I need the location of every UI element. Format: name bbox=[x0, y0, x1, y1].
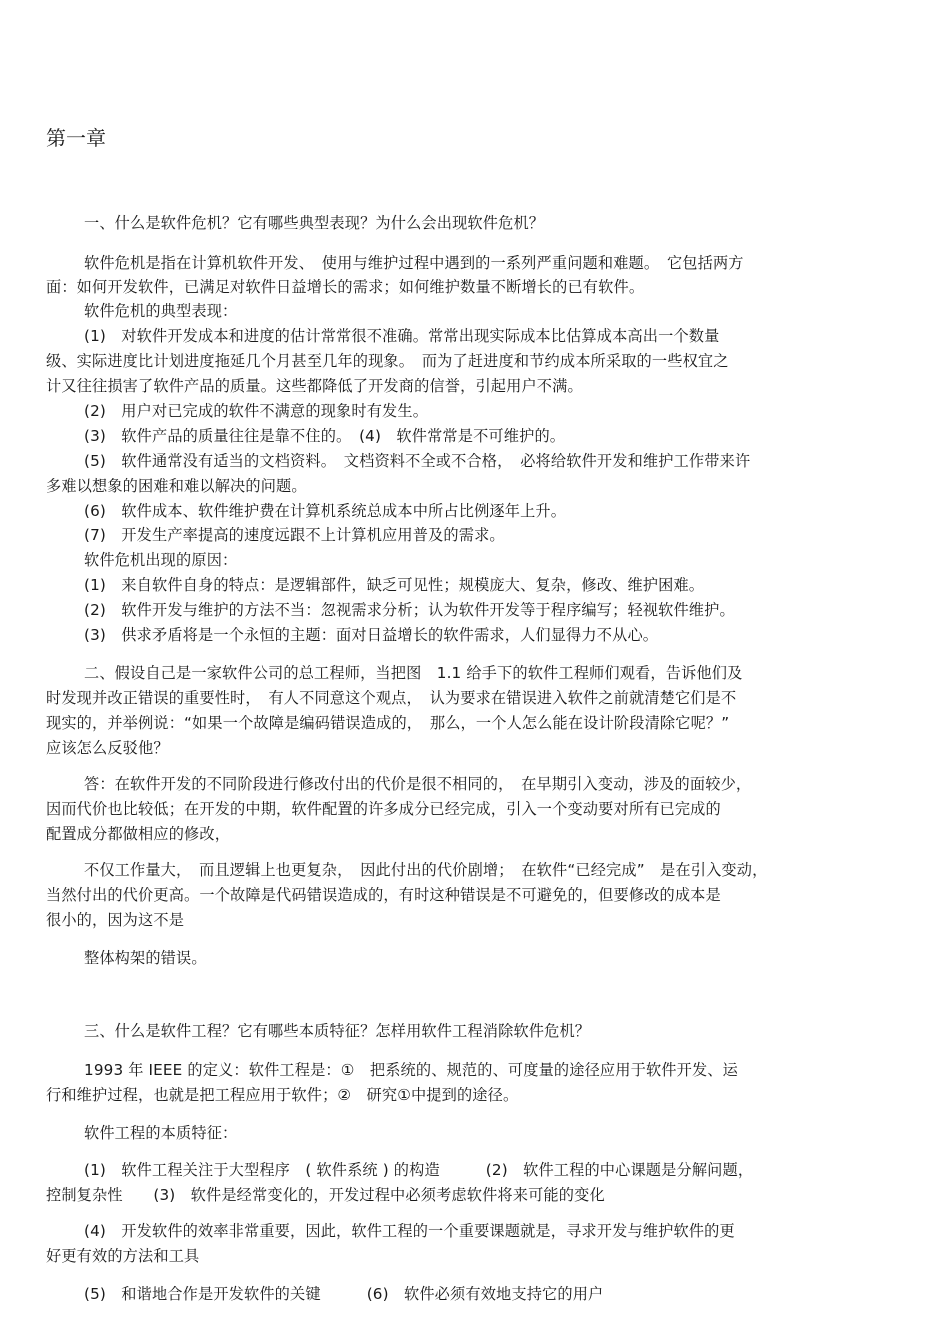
paragraph-line: (4) 开发软件的效率非常重要，因此，软件工程的一个重要课题就是，寻求开发与维护软件的更 bbox=[84, 1222, 735, 1240]
paragraph-line: 当然付出的代价更高。一个故障是代码错误造成的，有时这种错误是不可避免的，但要修改的成本是 bbox=[46, 886, 721, 904]
chapter-title: 第一章 bbox=[46, 126, 106, 150]
question-2-heading: 二、假设自己是一家软件公司的总工程师，当把图 1.1 给手下的软件工程师们观看，告诉他们及 bbox=[84, 664, 743, 682]
paragraph-line: 级、实际进度比计划进度拖延几个月甚至几年的现象。 而为了赶进度和节约成本所采取的一些权宜之 bbox=[46, 352, 729, 370]
paragraph-line: (2) 用户对已完成的软件不满意的现象时有发生。 bbox=[84, 402, 429, 420]
paragraph-line: 好更有效的方法和工具 bbox=[46, 1247, 200, 1265]
paragraph-line: (6) 软件成本、软件维护费在计算机系统总成本中所占比例逐年上升。 bbox=[84, 502, 567, 520]
paragraph-line: (3) 软件产品的质量往往是靠不住的。 (4) 软件常常是不可维护的。 bbox=[84, 427, 566, 445]
paragraph-line: 计又往往损害了软件产品的质量。这些都降低了开发商的信誉，引起用户不满。 bbox=[46, 377, 583, 395]
paragraph-line: 1993 年 IEEE 的定义：软件工程是：① 把系统的、规范的、可度量的途径应用于软件开发、运 bbox=[84, 1061, 738, 1079]
paragraph-line: (2) 软件开发与维护的方法不当：忽视需求分析；认为软件开发等于程序编写；轻视软件维护。 bbox=[84, 601, 735, 619]
paragraph-line: (1) 对软件开发成本和进度的估计常常很不准确。常常出现实际成本比估算成本高出一个数量 bbox=[84, 327, 720, 345]
paragraph-line: 整体构架的错误。 bbox=[84, 949, 207, 967]
paragraph-line: 配置成分都做相应的修改， bbox=[46, 825, 231, 843]
question-1-heading: 一、什么是软件危机？它有哪些典型表现？为什么会出现软件危机？ bbox=[84, 214, 545, 232]
paragraph-line: 很小的，因为这不是 bbox=[46, 911, 185, 929]
paragraph-line: (1) 软件工程关注于大型程序 ( 软件系统 ) 的构造 (2) 软件工程的中心课题是分解问题， bbox=[84, 1161, 754, 1179]
paragraph-line: 答：在软件开发的不同阶段进行修改付出的代价是很不相同的， 在早期引入变动，涉及的面较少， bbox=[84, 775, 752, 793]
paragraph-line: 面：如何开发软件，已满足对软件日益增长的需求；如何维护数量不断增长的已有软件。 bbox=[46, 278, 645, 296]
paragraph-line: 软件危机出现的原因： bbox=[84, 551, 238, 569]
paragraph-line: 行和维护过程，也就是把工程应用于软件；② 研究①中提到的途径。 bbox=[46, 1086, 519, 1104]
paragraph-line: 因而代价也比较低；在开发的中期，软件配置的许多成分已经完成，引入一个变动要对所有已完成的 bbox=[46, 800, 721, 818]
paragraph-line: (5) 软件通常没有适当的文档资料。 文档资料不全或不合格， 必将给软件开发和维护工作带来许 bbox=[84, 452, 751, 470]
paragraph-line: 不仅工作量大， 而且逻辑上也更复杂， 因此付出的代价剧增； 在软件“已经完成” 是在引入变动， bbox=[84, 861, 768, 879]
question-3-heading: 三、什么是软件工程？它有哪些本质特征？怎样用软件工程消除软件危机？ bbox=[84, 1022, 591, 1040]
paragraph-line: (7) 开发生产率提高的速度远跟不上计算机应用普及的需求。 bbox=[84, 526, 505, 544]
paragraph-line: (3) 供求矛盾将是一个永恒的主题：面对日益增长的软件需求，人们显得力不从心。 bbox=[84, 626, 659, 644]
paragraph-line: 软件危机的典型表现： bbox=[84, 302, 238, 320]
paragraph-line: (5) 和谐地合作是开发软件的关键 (6) 软件必须有效地支持它的用户 bbox=[84, 1285, 604, 1303]
paragraph-line: (1) 来自软件自身的特点：是逻辑部件，缺乏可见性；规模庞大、复杂，修改、维护困难。 bbox=[84, 576, 705, 594]
paragraph-line: 软件工程的本质特征： bbox=[84, 1124, 238, 1142]
paragraph-line: 控制复杂性 (3) 软件是经常变化的，开发过程中必须考虑软件将来可能的变化 bbox=[46, 1186, 605, 1204]
paragraph-line: 时发现并改正错误的重要性时， 有人不同意这个观点， 认为要求在错误进入软件之前就清楚它们是不 bbox=[46, 689, 737, 707]
paragraph-line: 软件危机是指在计算机软件开发、 使用与维护过程中遇到的一系列严重问题和难题。 它包括两方 bbox=[84, 254, 744, 272]
paragraph-line: 现实的，并举例说：“如果一个故障是编码错误造成的， 那么，一个人怎么能在设计阶段清除它呢？” bbox=[46, 714, 730, 732]
paragraph-line: 多难以想象的困难和难以解决的问题。 bbox=[46, 477, 307, 495]
paragraph-line: 应该怎么反驳他？ bbox=[46, 739, 169, 757]
